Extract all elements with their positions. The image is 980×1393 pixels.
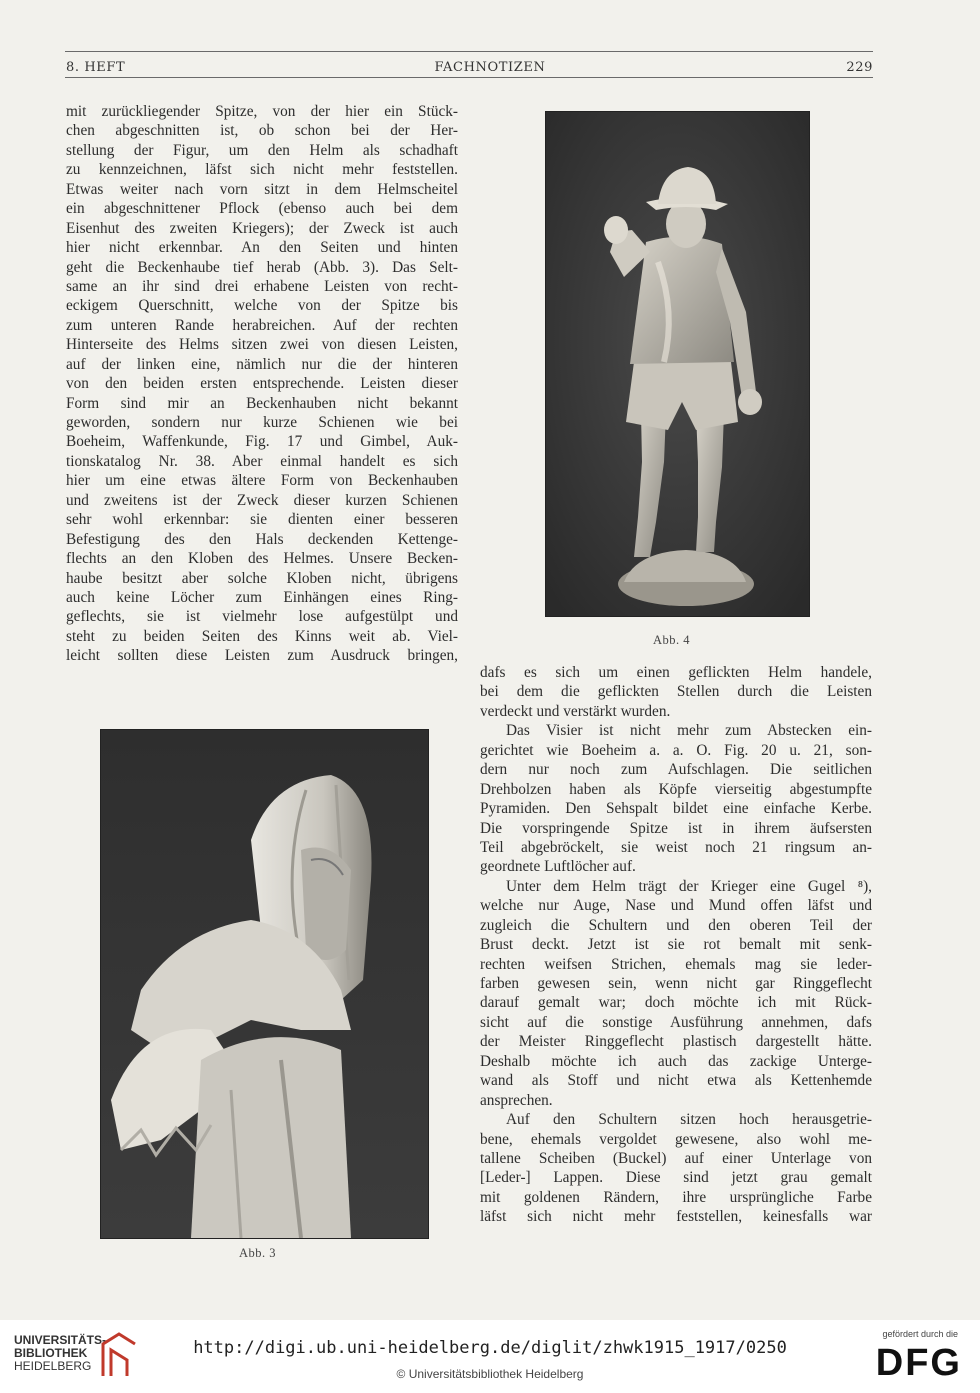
text-line: mit zurückliegender Spitze, von der hier ein Stück- (66, 103, 458, 120)
text-line: dern nur noch zum Aufschlagen. Die seitlichen (480, 761, 872, 779)
text-line: haube besitzt aber solche Kloben nicht, übrigens (66, 569, 458, 587)
text-line: Drehbolzen haben als Köpfe vierseitig abgestumpfte (480, 780, 872, 798)
right-text-column (480, 663, 872, 1227)
text-line: geworden, sondern nur kurze Schienen wie bei (66, 414, 458, 431)
figure-4-caption: Abb. 4 (653, 633, 691, 647)
text-line: welche nur Auge, Nase und Mund offen läfst und (480, 897, 872, 915)
text-line: Befestigung des den Hals deckenden Kettenge- (66, 530, 458, 548)
text-line: und zweitens ist der Zweck dieser kurzen Schienen (66, 491, 458, 509)
text-line: eckigem Querschnitt, welche von der Spitze bis (66, 297, 458, 315)
text-line: Hinterseite des Helms sitzen zwei von diesen Leisten, (66, 336, 458, 354)
header-section-title: FACHNOTIZEN (434, 60, 546, 75)
text-line: farben gewesen sein, wenn nicht gar Ringgeflecht (480, 975, 872, 992)
header-page-number: 229 (846, 60, 873, 75)
text-line: stellung der Figur, um den Helm als schadhaft (66, 141, 458, 159)
text-line: Pyramiden. Den Sehspalt bildet eine einfache Kerbe. (480, 800, 872, 818)
text-line: der Meister Ringgeflecht plastisch dargestellt hätte. (480, 1033, 872, 1051)
text-line: steht zu beiden Seiten des Kinns weit ab. Viel- (66, 627, 458, 645)
text-line: chen abgeschnitten ist, ob schon bei der Her- (66, 122, 458, 140)
text-line: zum unteren Rande herabreichen. Auf der rechten (66, 316, 458, 334)
text-line: Eisenhut des zweiten Kriegers); der Zweck ist auch (66, 219, 458, 237)
text-line: ein abgeschnittener Pflock (ebenso auch bei dem (66, 200, 458, 218)
text-line: mit goldenen Rändern, ihre ursprüngliche Farbe (480, 1188, 872, 1206)
left-text-column (66, 102, 458, 666)
text-line: dafs es sich um einen geflickten Helm handele, (480, 664, 872, 681)
figure-4-photo (545, 111, 810, 617)
text-line: Auf den Schultern sitzen hoch herausgetrie- (506, 1111, 872, 1129)
text-line: geflechts, sie ist vielmehr lose aufgestülpt und (66, 608, 458, 626)
text-line: hier nicht erkennbar. An den Seiten und hinten (66, 239, 458, 257)
text-line: darauf gemalt war; doch möchte ich mit Rück- (480, 994, 872, 1012)
text-line: bene, ehemals vergoldet gewesene, also wohl me- (480, 1130, 872, 1148)
text-line: leicht sollten diese Leisten zum Ausdruck bringen, (66, 647, 458, 665)
library-name-line3: HEIDELBERG (14, 1359, 92, 1373)
text-line: Die vorspringende Spitze ist in ihrem äufsersten (480, 819, 872, 837)
text-line: wand als Stoff und nicht etwa als Kettenhemde (480, 1072, 872, 1090)
text-line: geordnete Luftlöcher auf. (480, 858, 636, 876)
text-line: Boeheim, Waffenkunde, Fig. 17 und Gimbel, Auk- (66, 433, 458, 451)
text-line: sehr wohl erkennbar: sie dienten einer besseren (66, 511, 458, 529)
text-line: Deshalb möchte ich auch das zackige Unterge- (480, 1052, 872, 1070)
text-line: flechts an den Kloben des Helmes. Unsere Becken- (66, 550, 458, 568)
header-rule (65, 77, 873, 78)
text-line: zugleich die Schultern und den oberen Teil der (480, 916, 872, 934)
text-line: zu kennzeichnen, läfst sich nicht mehr feststellen. (66, 161, 458, 179)
copyright-notice: © Universitätsbibliothek Heidelberg (396, 1367, 584, 1381)
text-line: Brust deckt. Jetzt ist sie rot bemalt mit senk- (480, 936, 872, 954)
text-line: sicht auf die sonstige Ausführung annehmen, dafs (480, 1013, 872, 1031)
library-name-line2: BIBLIOTHEK (14, 1346, 88, 1360)
text-line: Das Visier ist nicht mehr zum Abstecken ein- (506, 722, 872, 740)
text-line: tionskatalog Nr. 38. Aber einmal handelt es sich (66, 452, 458, 470)
top-rule (65, 51, 873, 52)
text-line: same an ihr sind drei erhabene Leisten von recht- (66, 277, 458, 295)
text-line: Etwas weiter nach vorn sitzt in dem Helmscheitel (66, 180, 458, 198)
document-url-link[interactable]: http://digi.ub.uni-heidelberg.de/diglit/zhwk1915_1917/0250 (193, 1338, 787, 1358)
text-line: ansprechen. (480, 1091, 553, 1109)
header-issue: 8. HEFT (66, 60, 126, 75)
library-name-line1: UNIVERSITÄTS- (14, 1333, 107, 1347)
text-line: hier um eine etwas ältere Form von Beckenhauben (66, 472, 458, 490)
text-line: Form sind mir an Beckenhauben nicht bekannt (66, 394, 458, 412)
text-line: bei dem die geflickten Stellen durch die Leisten (480, 683, 872, 701)
text-line: von den beiden ersten entsprechende. Leisten dieser (66, 375, 458, 393)
text-line: auf der linken eine, nämlich nur die der hinteren (66, 355, 458, 373)
text-line: geht die Beckenhaube tief herab (Abb. 3). Das Selt- (66, 258, 458, 276)
text-line: verdeckt und verstärkt wurden. (480, 702, 671, 720)
dfg-logo[interactable]: DFG (875, 1342, 962, 1384)
text-line: auch keine Löcher zum Einhängen eines Ring- (66, 588, 458, 606)
figure-3-photo (100, 729, 429, 1239)
text-line: läfst sich nicht mehr feststellen, keinesfalls war (480, 1208, 872, 1226)
figure-3-caption: Abb. 3 (239, 1246, 277, 1260)
funding-label: gefördert durch die (882, 1329, 958, 1339)
digitization-footer (0, 1320, 980, 1393)
text-line: tallene Scheiben (Buckel) auf einer Unterlage von (480, 1149, 872, 1167)
text-line: Teil abgebröckelt, sie weist noch 21 ringsum an- (480, 838, 872, 856)
text-line: [Leder-] Lappen. Diese sind jetzt grau gemalt (480, 1169, 872, 1187)
text-line: gerichtet wie Boeheim a. a. O. Fig. 20 u. 21, son- (480, 741, 872, 759)
text-line: rechten weifsen Strichen, ehemals mag sie leder- (480, 955, 872, 973)
text-line: Unter dem Helm trägt der Krieger eine Gugel ⁸), (506, 877, 872, 895)
